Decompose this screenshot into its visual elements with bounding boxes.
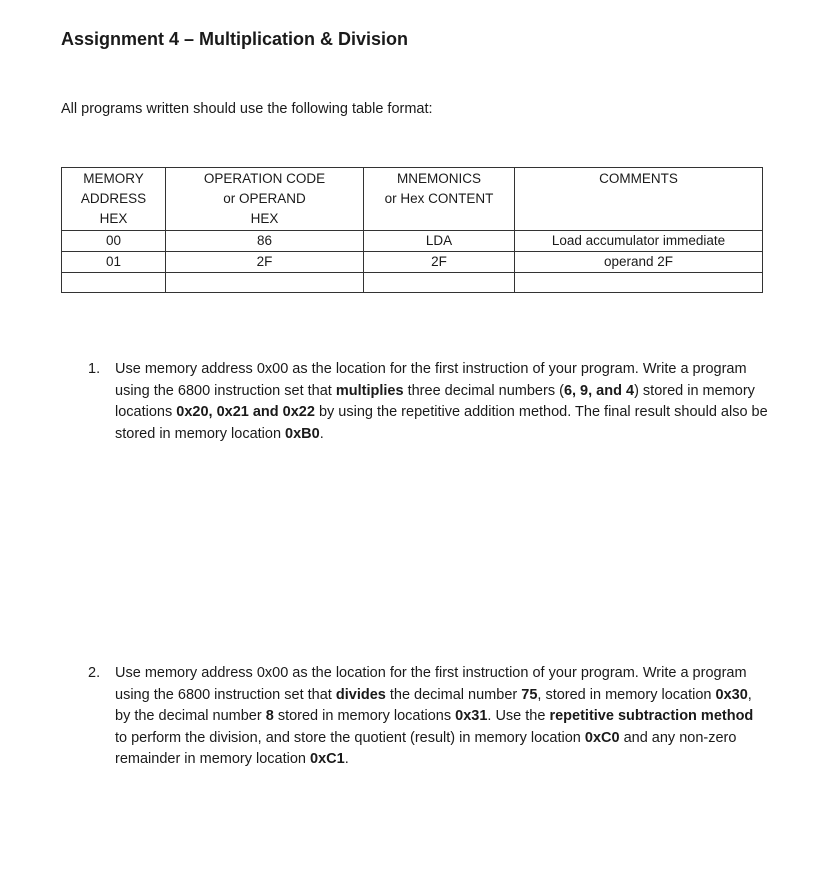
header-line: MEMORY <box>83 171 144 186</box>
header-mnemonics <box>364 168 515 231</box>
question-body <box>115 359 768 445</box>
table-cell: LDA <box>364 231 515 252</box>
text-run: . <box>319 425 324 442</box>
bold-text: 0xC1 <box>310 751 345 767</box>
bold-text: multiplies <box>335 382 404 399</box>
bold-text: 6, 9, and 4 <box>563 382 635 399</box>
table-cell <box>62 273 166 293</box>
text-run: by using the repetitive addition method. The final result should also be stored in memory location <box>115 404 768 442</box>
question-1 <box>88 359 768 445</box>
header-line: COMMENTS <box>599 171 678 186</box>
bold-text: 75 <box>521 686 538 703</box>
header-line: HEX <box>250 211 279 226</box>
table-row-empty <box>62 273 763 293</box>
bold-text: 0x30 <box>715 686 748 703</box>
header-line: or Hex CONTENT <box>384 191 494 206</box>
question-number: 2. <box>88 665 101 681</box>
question-body <box>115 663 768 771</box>
table-row <box>62 231 763 252</box>
table-cell <box>515 273 763 293</box>
text-run: Use memory address 0x00 as the location for the first instruction of your program. Write a program using the 6800 instruction set that <box>115 665 747 703</box>
header-line: or OPERAND <box>223 191 306 206</box>
text-run: ) stored in memory locations <box>115 382 755 420</box>
table-cell: 2F <box>364 252 515 273</box>
text-run: , stored in memory location <box>537 686 716 703</box>
bold-text: 0x31 <box>455 708 488 724</box>
table-cell: Load accumulator immediate <box>515 231 763 252</box>
table-cell: operand 2F <box>515 252 763 273</box>
page-title: Assignment 4 – Multiplication & Division <box>61 29 409 49</box>
bold-text: 0x20, 0x21 and 0x22 <box>176 404 315 420</box>
header-line: HEX <box>99 211 128 226</box>
intro-text: All programs written should use the following table format: <box>61 101 433 117</box>
text-run: . <box>344 751 349 767</box>
text-run: . Use the <box>487 708 550 724</box>
table-row <box>62 252 763 273</box>
table-header-row <box>62 168 763 231</box>
bold-text: 0xB0 <box>285 425 320 442</box>
header-line: ADDRESS <box>80 191 147 206</box>
text-run: and any non-zero remainder in memory location <box>115 729 737 767</box>
text-run: stored in memory locations <box>273 708 456 724</box>
header-operation-code <box>166 168 364 231</box>
table-cell <box>166 273 364 293</box>
text-run: three decimal numbers ( <box>403 382 564 399</box>
table-cell: 01 <box>62 252 166 273</box>
header-memory-address <box>62 168 166 231</box>
table-cell <box>364 273 515 293</box>
header-line: OPERATION CODE <box>203 171 326 186</box>
header-comments <box>515 168 763 231</box>
table-cell: 86 <box>166 231 364 252</box>
question-2 <box>88 663 768 771</box>
text-run: the decimal number <box>385 686 522 703</box>
text-run: to perform the division, and store the quotient (result) in memory location <box>115 729 585 746</box>
question-number: 1. <box>88 361 101 377</box>
table-cell: 00 <box>62 231 166 252</box>
bold-text: 0xC0 <box>584 729 620 746</box>
bold-text: divides <box>335 686 386 703</box>
header-line: MNEMONICS <box>397 171 481 186</box>
bold-text: 8 <box>265 708 274 724</box>
bold-text: repetitive subtraction method <box>549 708 754 724</box>
text-run: Use memory address 0x00 as the location for the first instruction of your program. Write a program using the 6800 instruction set that <box>115 361 747 399</box>
text-run: , by the decimal number <box>115 686 752 724</box>
format-table <box>61 167 763 293</box>
table-cell: 2F <box>166 252 364 273</box>
